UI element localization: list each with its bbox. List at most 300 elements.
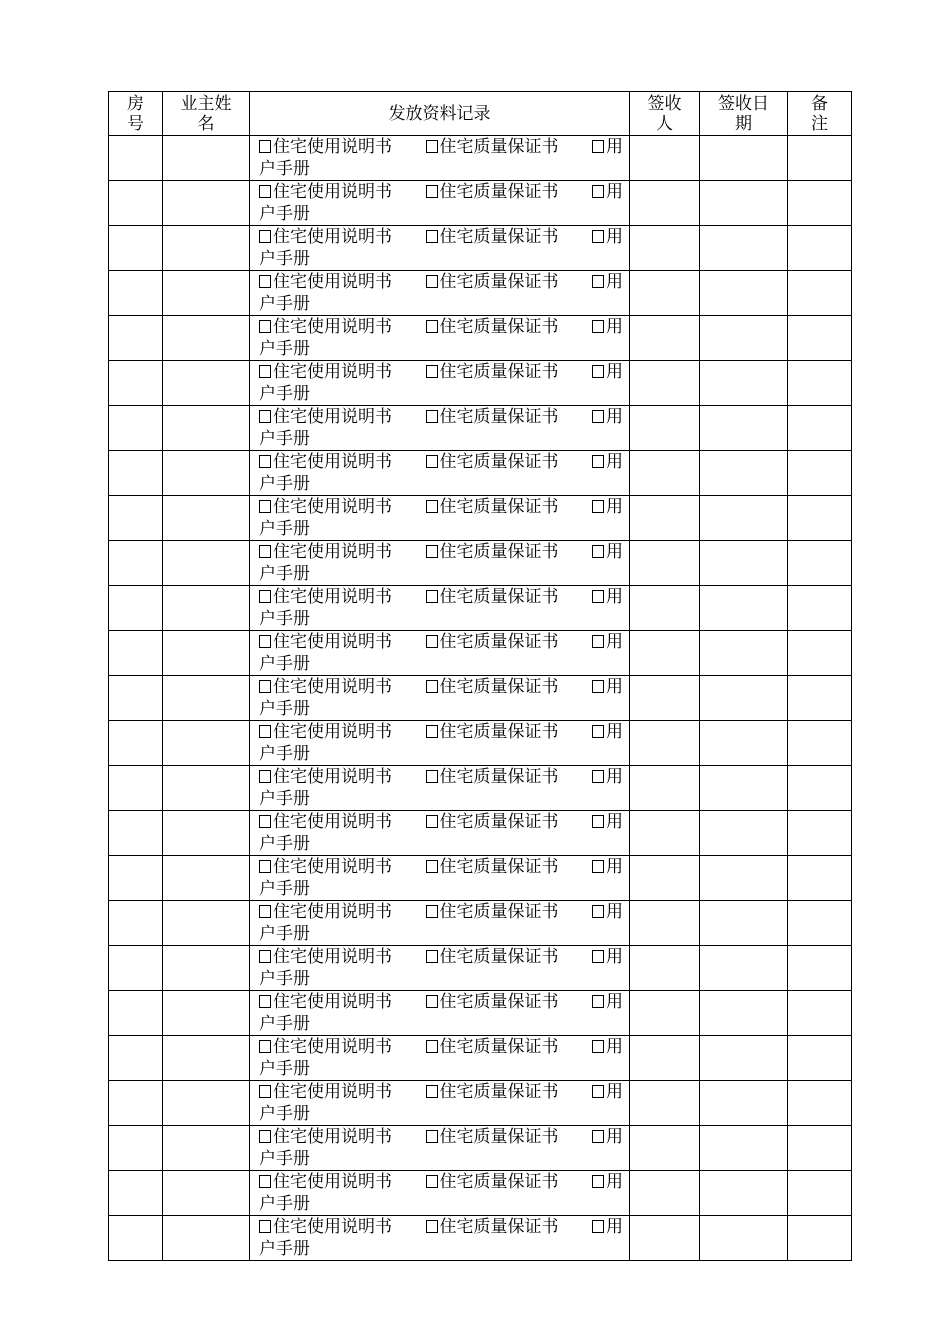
checkbox-icon[interactable] [259, 590, 271, 603]
signer-cell[interactable] [630, 316, 700, 361]
option-warranty [426, 1081, 559, 1103]
sign-date-cell[interactable] [700, 586, 788, 631]
checkbox-icon[interactable] [259, 770, 271, 783]
table-row [109, 226, 852, 271]
checkbox-icon[interactable] [259, 140, 271, 153]
sign-date-cell[interactable] [700, 1171, 788, 1216]
signer-cell[interactable] [630, 676, 700, 721]
option-warranty [426, 856, 559, 878]
checkbox-icon[interactable] [259, 1040, 271, 1053]
option-user-manual [592, 226, 623, 248]
room-no-cell[interactable] [109, 586, 163, 631]
sign-date-cell[interactable] [700, 631, 788, 676]
checkbox-icon[interactable] [592, 410, 604, 423]
remarks-cell[interactable] [788, 1126, 852, 1171]
materials-cell [250, 1171, 630, 1216]
owner-name-cell[interactable] [163, 136, 250, 181]
materials-cell [250, 541, 630, 586]
owner-name-cell[interactable] [163, 631, 250, 676]
option-warranty [426, 136, 559, 158]
remarks-cell[interactable] [788, 991, 852, 1036]
signer-cell[interactable] [630, 496, 700, 541]
sign-date-cell[interactable] [700, 991, 788, 1036]
option-user-manual-label-end: 户手册 [259, 429, 310, 449]
checkbox-icon[interactable] [259, 995, 271, 1008]
table-row [109, 721, 852, 766]
option-user-manual-label-end: 户手册 [259, 204, 310, 224]
materials-cell [250, 586, 630, 631]
option-manual [259, 181, 392, 203]
sign-date-cell[interactable] [700, 316, 788, 361]
owner-name-cell[interactable] [163, 451, 250, 496]
remarks-cell[interactable] [788, 721, 852, 766]
table-row [109, 271, 852, 316]
room-no-cell[interactable] [109, 991, 163, 1036]
option-warranty [426, 946, 559, 968]
remarks-cell[interactable] [788, 631, 852, 676]
checkbox-icon[interactable] [426, 1220, 438, 1233]
checkbox-icon[interactable] [592, 590, 604, 603]
option-manual [259, 406, 392, 428]
checkbox-icon[interactable] [259, 320, 271, 333]
checkbox-icon[interactable] [259, 680, 271, 693]
option-manual-label: 住宅使用说明书 [273, 767, 392, 787]
option-warranty [426, 271, 559, 293]
option-warranty-label: 住宅质量保证书 [439, 1037, 559, 1057]
checkbox-icon[interactable] [592, 545, 604, 558]
owner-name-cell[interactable] [163, 946, 250, 991]
owner-name-cell[interactable] [163, 496, 250, 541]
room-no-cell[interactable] [109, 406, 163, 451]
sign-date-cell[interactable] [700, 946, 788, 991]
checkbox-icon[interactable] [426, 770, 438, 783]
checkbox-icon[interactable] [259, 725, 271, 738]
room-no-cell[interactable] [109, 271, 163, 316]
owner-name-cell[interactable] [163, 1126, 250, 1171]
signer-cell[interactable] [630, 1081, 700, 1126]
owner-name-cell[interactable] [163, 721, 250, 766]
option-warranty-label: 住宅质量保证书 [439, 542, 559, 562]
room-no-cell[interactable] [109, 451, 163, 496]
signer-cell[interactable] [630, 361, 700, 406]
table-row [109, 496, 852, 541]
owner-name-cell[interactable] [163, 856, 250, 901]
option-user-manual-label-end: 户手册 [259, 339, 310, 359]
materials-cell [250, 811, 630, 856]
checkbox-icon[interactable] [592, 1220, 604, 1233]
room-no-cell[interactable] [109, 766, 163, 811]
checkbox-icon[interactable] [592, 140, 604, 153]
remarks-cell[interactable] [788, 496, 852, 541]
sign-date-cell[interactable] [700, 766, 788, 811]
checkbox-icon[interactable] [259, 365, 271, 378]
option-warranty-label: 住宅质量保证书 [439, 1172, 559, 1192]
signer-cell[interactable] [630, 406, 700, 451]
checkbox-icon[interactable] [426, 1175, 438, 1188]
room-no-cell[interactable] [109, 496, 163, 541]
option-user-manual [592, 811, 623, 833]
option-user-manual [592, 1081, 623, 1103]
option-user-manual-label-start: 用 [606, 1037, 623, 1057]
checkbox-icon[interactable] [426, 365, 438, 378]
room-no-cell[interactable] [109, 136, 163, 181]
table-row [109, 586, 852, 631]
checkbox-icon[interactable] [259, 455, 271, 468]
owner-name-cell[interactable] [163, 811, 250, 856]
option-user-manual-label-start: 用 [606, 407, 623, 427]
option-manual [259, 766, 392, 788]
header-materials-record: 发放资料记录 [250, 92, 630, 136]
sign-date-cell[interactable] [700, 676, 788, 721]
checkbox-icon[interactable] [426, 410, 438, 423]
checkbox-icon[interactable] [426, 455, 438, 468]
option-user-manual-label-start: 用 [606, 722, 623, 742]
checkbox-icon[interactable] [426, 1040, 438, 1053]
option-warranty [426, 451, 559, 473]
option-user-manual-label-start: 用 [606, 1172, 623, 1192]
sign-date-cell[interactable] [700, 361, 788, 406]
option-manual [259, 901, 392, 923]
checkbox-icon[interactable] [592, 905, 604, 918]
table-row [109, 1036, 852, 1081]
option-manual [259, 991, 392, 1013]
remarks-cell[interactable] [788, 361, 852, 406]
remarks-cell[interactable] [788, 1036, 852, 1081]
materials-cell [250, 451, 630, 496]
checkbox-icon[interactable] [592, 230, 604, 243]
option-user-manual-label-end: 户手册 [259, 1239, 310, 1259]
checkbox-icon[interactable] [426, 680, 438, 693]
remarks-cell[interactable] [788, 901, 852, 946]
option-warranty-label: 住宅质量保证书 [439, 632, 559, 652]
option-manual-label: 住宅使用说明书 [273, 1217, 392, 1237]
checkbox-icon[interactable] [426, 320, 438, 333]
sign-date-cell[interactable] [700, 406, 788, 451]
materials-cell [250, 766, 630, 811]
option-warranty-label: 住宅质量保证书 [439, 272, 559, 292]
checkbox-icon[interactable] [259, 635, 271, 648]
remarks-cell[interactable] [788, 766, 852, 811]
room-no-cell[interactable] [109, 676, 163, 721]
sign-date-cell[interactable] [700, 496, 788, 541]
option-user-manual-label-start: 用 [606, 317, 623, 337]
option-warranty-label: 住宅质量保证书 [439, 497, 559, 517]
checkbox-icon[interactable] [426, 725, 438, 738]
checkbox-icon[interactable] [259, 500, 271, 513]
sign-date-cell[interactable] [700, 856, 788, 901]
remarks-cell[interactable] [788, 946, 852, 991]
checkbox-icon[interactable] [259, 545, 271, 558]
option-manual-label: 住宅使用说明书 [273, 227, 392, 247]
owner-name-cell[interactable] [163, 226, 250, 271]
checkbox-icon[interactable] [426, 635, 438, 648]
signer-cell[interactable] [630, 136, 700, 181]
signer-cell[interactable] [630, 991, 700, 1036]
room-no-cell[interactable] [109, 361, 163, 406]
checkbox-icon[interactable] [592, 1130, 604, 1143]
option-warranty-label: 住宅质量保证书 [439, 857, 559, 877]
remarks-cell[interactable] [788, 181, 852, 226]
option-manual [259, 946, 392, 968]
option-manual-label: 住宅使用说明书 [273, 587, 392, 607]
materials-cell [250, 946, 630, 991]
checkbox-icon[interactable] [426, 1130, 438, 1143]
table-row [109, 361, 852, 406]
materials-cell [250, 361, 630, 406]
signer-cell[interactable] [630, 946, 700, 991]
checkbox-icon[interactable] [592, 455, 604, 468]
checkbox-icon[interactable] [592, 185, 604, 198]
option-warranty [426, 766, 559, 788]
checkbox-icon[interactable] [426, 860, 438, 873]
checkbox-icon[interactable] [259, 1085, 271, 1098]
sign-date-cell[interactable] [700, 721, 788, 766]
checkbox-icon[interactable] [426, 185, 438, 198]
sign-date-cell[interactable] [700, 181, 788, 226]
table-row [109, 991, 852, 1036]
owner-name-cell[interactable] [163, 901, 250, 946]
owner-name-cell[interactable] [163, 361, 250, 406]
checkbox-icon[interactable] [592, 995, 604, 1008]
option-manual-label: 住宅使用说明书 [273, 1082, 392, 1102]
checkbox-icon[interactable] [592, 725, 604, 738]
checkbox-icon[interactable] [426, 230, 438, 243]
option-user-manual-label-start: 用 [606, 767, 623, 787]
option-manual-label: 住宅使用说明书 [273, 902, 392, 922]
checkbox-icon[interactable] [592, 1040, 604, 1053]
option-user-manual-label-end: 户手册 [259, 1059, 310, 1079]
owner-name-cell[interactable] [163, 586, 250, 631]
checkbox-icon[interactable] [259, 410, 271, 423]
option-manual-label: 住宅使用说明书 [273, 1037, 392, 1057]
option-warranty-label: 住宅质量保证书 [439, 1127, 559, 1147]
checkbox-icon[interactable] [426, 950, 438, 963]
option-warranty [426, 181, 559, 203]
option-user-manual-label-start: 用 [606, 587, 623, 607]
room-no-cell[interactable] [109, 226, 163, 271]
remarks-cell[interactable] [788, 316, 852, 361]
sign-date-cell[interactable] [700, 1126, 788, 1171]
checkbox-icon[interactable] [259, 815, 271, 828]
remarks-cell[interactable] [788, 1216, 852, 1261]
sign-date-cell[interactable] [700, 901, 788, 946]
remarks-cell[interactable] [788, 676, 852, 721]
signer-cell[interactable] [630, 901, 700, 946]
signer-cell[interactable] [630, 1036, 700, 1081]
checkbox-icon[interactable] [426, 545, 438, 558]
checkbox-icon[interactable] [426, 590, 438, 603]
table-row [109, 1081, 852, 1126]
checkbox-icon[interactable] [426, 500, 438, 513]
owner-name-cell[interactable] [163, 676, 250, 721]
signer-cell[interactable] [630, 1171, 700, 1216]
checkbox-icon[interactable] [592, 815, 604, 828]
option-warranty-label: 住宅质量保证书 [439, 317, 559, 337]
option-user-manual [592, 676, 623, 698]
signer-cell[interactable] [630, 226, 700, 271]
sign-date-cell[interactable] [700, 541, 788, 586]
sign-date-cell[interactable] [700, 811, 788, 856]
option-user-manual [592, 721, 623, 743]
signer-cell[interactable] [630, 181, 700, 226]
checkbox-icon[interactable] [592, 860, 604, 873]
option-warranty [426, 361, 559, 383]
signer-cell[interactable] [630, 451, 700, 496]
room-no-cell[interactable] [109, 316, 163, 361]
owner-name-cell[interactable] [163, 316, 250, 361]
material-distribution-table [108, 91, 852, 1261]
checkbox-icon[interactable] [592, 950, 604, 963]
checkbox-icon[interactable] [259, 1130, 271, 1143]
room-no-cell[interactable] [109, 1126, 163, 1171]
room-no-cell[interactable] [109, 1216, 163, 1261]
option-warranty-label: 住宅质量保证书 [439, 677, 559, 697]
signer-cell[interactable] [630, 766, 700, 811]
checkbox-icon[interactable] [592, 1085, 604, 1098]
sign-date-cell[interactable] [700, 136, 788, 181]
sign-date-cell[interactable] [700, 1036, 788, 1081]
checkbox-icon[interactable] [592, 770, 604, 783]
checkbox-icon[interactable] [592, 275, 604, 288]
table-row [109, 541, 852, 586]
checkbox-icon[interactable] [592, 680, 604, 693]
sign-date-cell[interactable] [700, 1081, 788, 1126]
checkbox-icon[interactable] [259, 860, 271, 873]
signer-cell[interactable] [630, 1126, 700, 1171]
remarks-cell[interactable] [788, 451, 852, 496]
checkbox-icon[interactable] [259, 230, 271, 243]
owner-name-cell[interactable] [163, 1036, 250, 1081]
table-row [109, 811, 852, 856]
option-user-manual [592, 586, 623, 608]
checkbox-icon[interactable] [426, 140, 438, 153]
option-user-manual-label-start: 用 [606, 452, 623, 472]
room-no-cell[interactable] [109, 541, 163, 586]
materials-cell [250, 856, 630, 901]
signer-cell[interactable] [630, 541, 700, 586]
signer-cell[interactable] [630, 586, 700, 631]
option-warranty-label: 住宅质量保证书 [439, 902, 559, 922]
signer-cell[interactable] [630, 856, 700, 901]
remarks-cell[interactable] [788, 226, 852, 271]
materials-cell [250, 406, 630, 451]
remarks-cell[interactable] [788, 856, 852, 901]
remarks-cell[interactable] [788, 811, 852, 856]
room-no-cell[interactable] [109, 1081, 163, 1126]
sign-date-cell[interactable] [700, 226, 788, 271]
checkbox-icon[interactable] [259, 185, 271, 198]
signer-cell[interactable] [630, 811, 700, 856]
sign-date-cell[interactable] [700, 1216, 788, 1261]
checkbox-icon[interactable] [592, 1175, 604, 1188]
room-no-cell[interactable] [109, 631, 163, 676]
option-warranty-label: 住宅质量保证书 [439, 767, 559, 787]
remarks-cell[interactable] [788, 541, 852, 586]
checkbox-icon[interactable] [426, 905, 438, 918]
room-no-cell[interactable] [109, 811, 163, 856]
checkbox-icon[interactable] [592, 500, 604, 513]
materials-cell [250, 901, 630, 946]
option-manual-label: 住宅使用说明书 [273, 182, 392, 202]
option-warranty [426, 631, 559, 653]
room-no-cell[interactable] [109, 901, 163, 946]
room-no-cell[interactable] [109, 181, 163, 226]
owner-name-cell[interactable] [163, 541, 250, 586]
option-manual-label: 住宅使用说明书 [273, 1127, 392, 1147]
option-manual-label: 住宅使用说明书 [273, 452, 392, 472]
option-user-manual [592, 181, 623, 203]
checkbox-icon[interactable] [426, 815, 438, 828]
checkbox-icon[interactable] [259, 905, 271, 918]
signer-cell[interactable] [630, 271, 700, 316]
option-warranty [426, 721, 559, 743]
room-no-cell[interactable] [109, 946, 163, 991]
room-no-cell[interactable] [109, 721, 163, 766]
signer-cell[interactable] [630, 1216, 700, 1261]
checkbox-icon[interactable] [259, 1220, 271, 1233]
room-no-cell[interactable] [109, 1171, 163, 1216]
checkbox-icon[interactable] [259, 1175, 271, 1188]
checkbox-icon[interactable] [592, 320, 604, 333]
option-manual [259, 1126, 392, 1148]
option-manual-label: 住宅使用说明书 [273, 677, 392, 697]
room-no-cell[interactable] [109, 1036, 163, 1081]
remarks-cell[interactable] [788, 1171, 852, 1216]
signer-cell[interactable] [630, 721, 700, 766]
owner-name-cell[interactable] [163, 181, 250, 226]
owner-name-cell[interactable] [163, 406, 250, 451]
remarks-cell[interactable] [788, 1081, 852, 1126]
checkbox-icon[interactable] [426, 1085, 438, 1098]
option-manual [259, 361, 392, 383]
sign-date-cell[interactable] [700, 271, 788, 316]
remarks-cell[interactable] [788, 136, 852, 181]
checkbox-icon[interactable] [592, 635, 604, 648]
option-user-manual [592, 631, 623, 653]
option-manual-label: 住宅使用说明书 [273, 317, 392, 337]
checkbox-icon[interactable] [259, 950, 271, 963]
option-manual [259, 1216, 392, 1238]
checkbox-icon[interactable] [592, 365, 604, 378]
checkbox-icon[interactable] [259, 275, 271, 288]
checkbox-icon[interactable] [426, 275, 438, 288]
option-user-manual-label-end: 户手册 [259, 249, 310, 269]
owner-name-cell[interactable] [163, 1171, 250, 1216]
remarks-cell[interactable] [788, 406, 852, 451]
option-user-manual [592, 451, 623, 473]
option-user-manual [592, 1216, 623, 1238]
sign-date-cell[interactable] [700, 451, 788, 496]
owner-name-cell[interactable] [163, 1216, 250, 1261]
option-user-manual-label-start: 用 [606, 677, 623, 697]
table-row [109, 631, 852, 676]
checkbox-icon[interactable] [426, 995, 438, 1008]
owner-name-cell[interactable] [163, 766, 250, 811]
owner-name-cell[interactable] [163, 1081, 250, 1126]
option-warranty [426, 406, 559, 428]
owner-name-cell[interactable] [163, 271, 250, 316]
option-user-manual-label-start: 用 [606, 137, 623, 157]
option-manual [259, 811, 392, 833]
remarks-cell[interactable] [788, 271, 852, 316]
signer-cell[interactable] [630, 631, 700, 676]
owner-name-cell[interactable] [163, 991, 250, 1036]
header-room-no: 房号 [109, 92, 163, 136]
materials-cell [250, 676, 630, 721]
option-user-manual [592, 991, 623, 1013]
remarks-cell[interactable] [788, 586, 852, 631]
room-no-cell[interactable] [109, 856, 163, 901]
